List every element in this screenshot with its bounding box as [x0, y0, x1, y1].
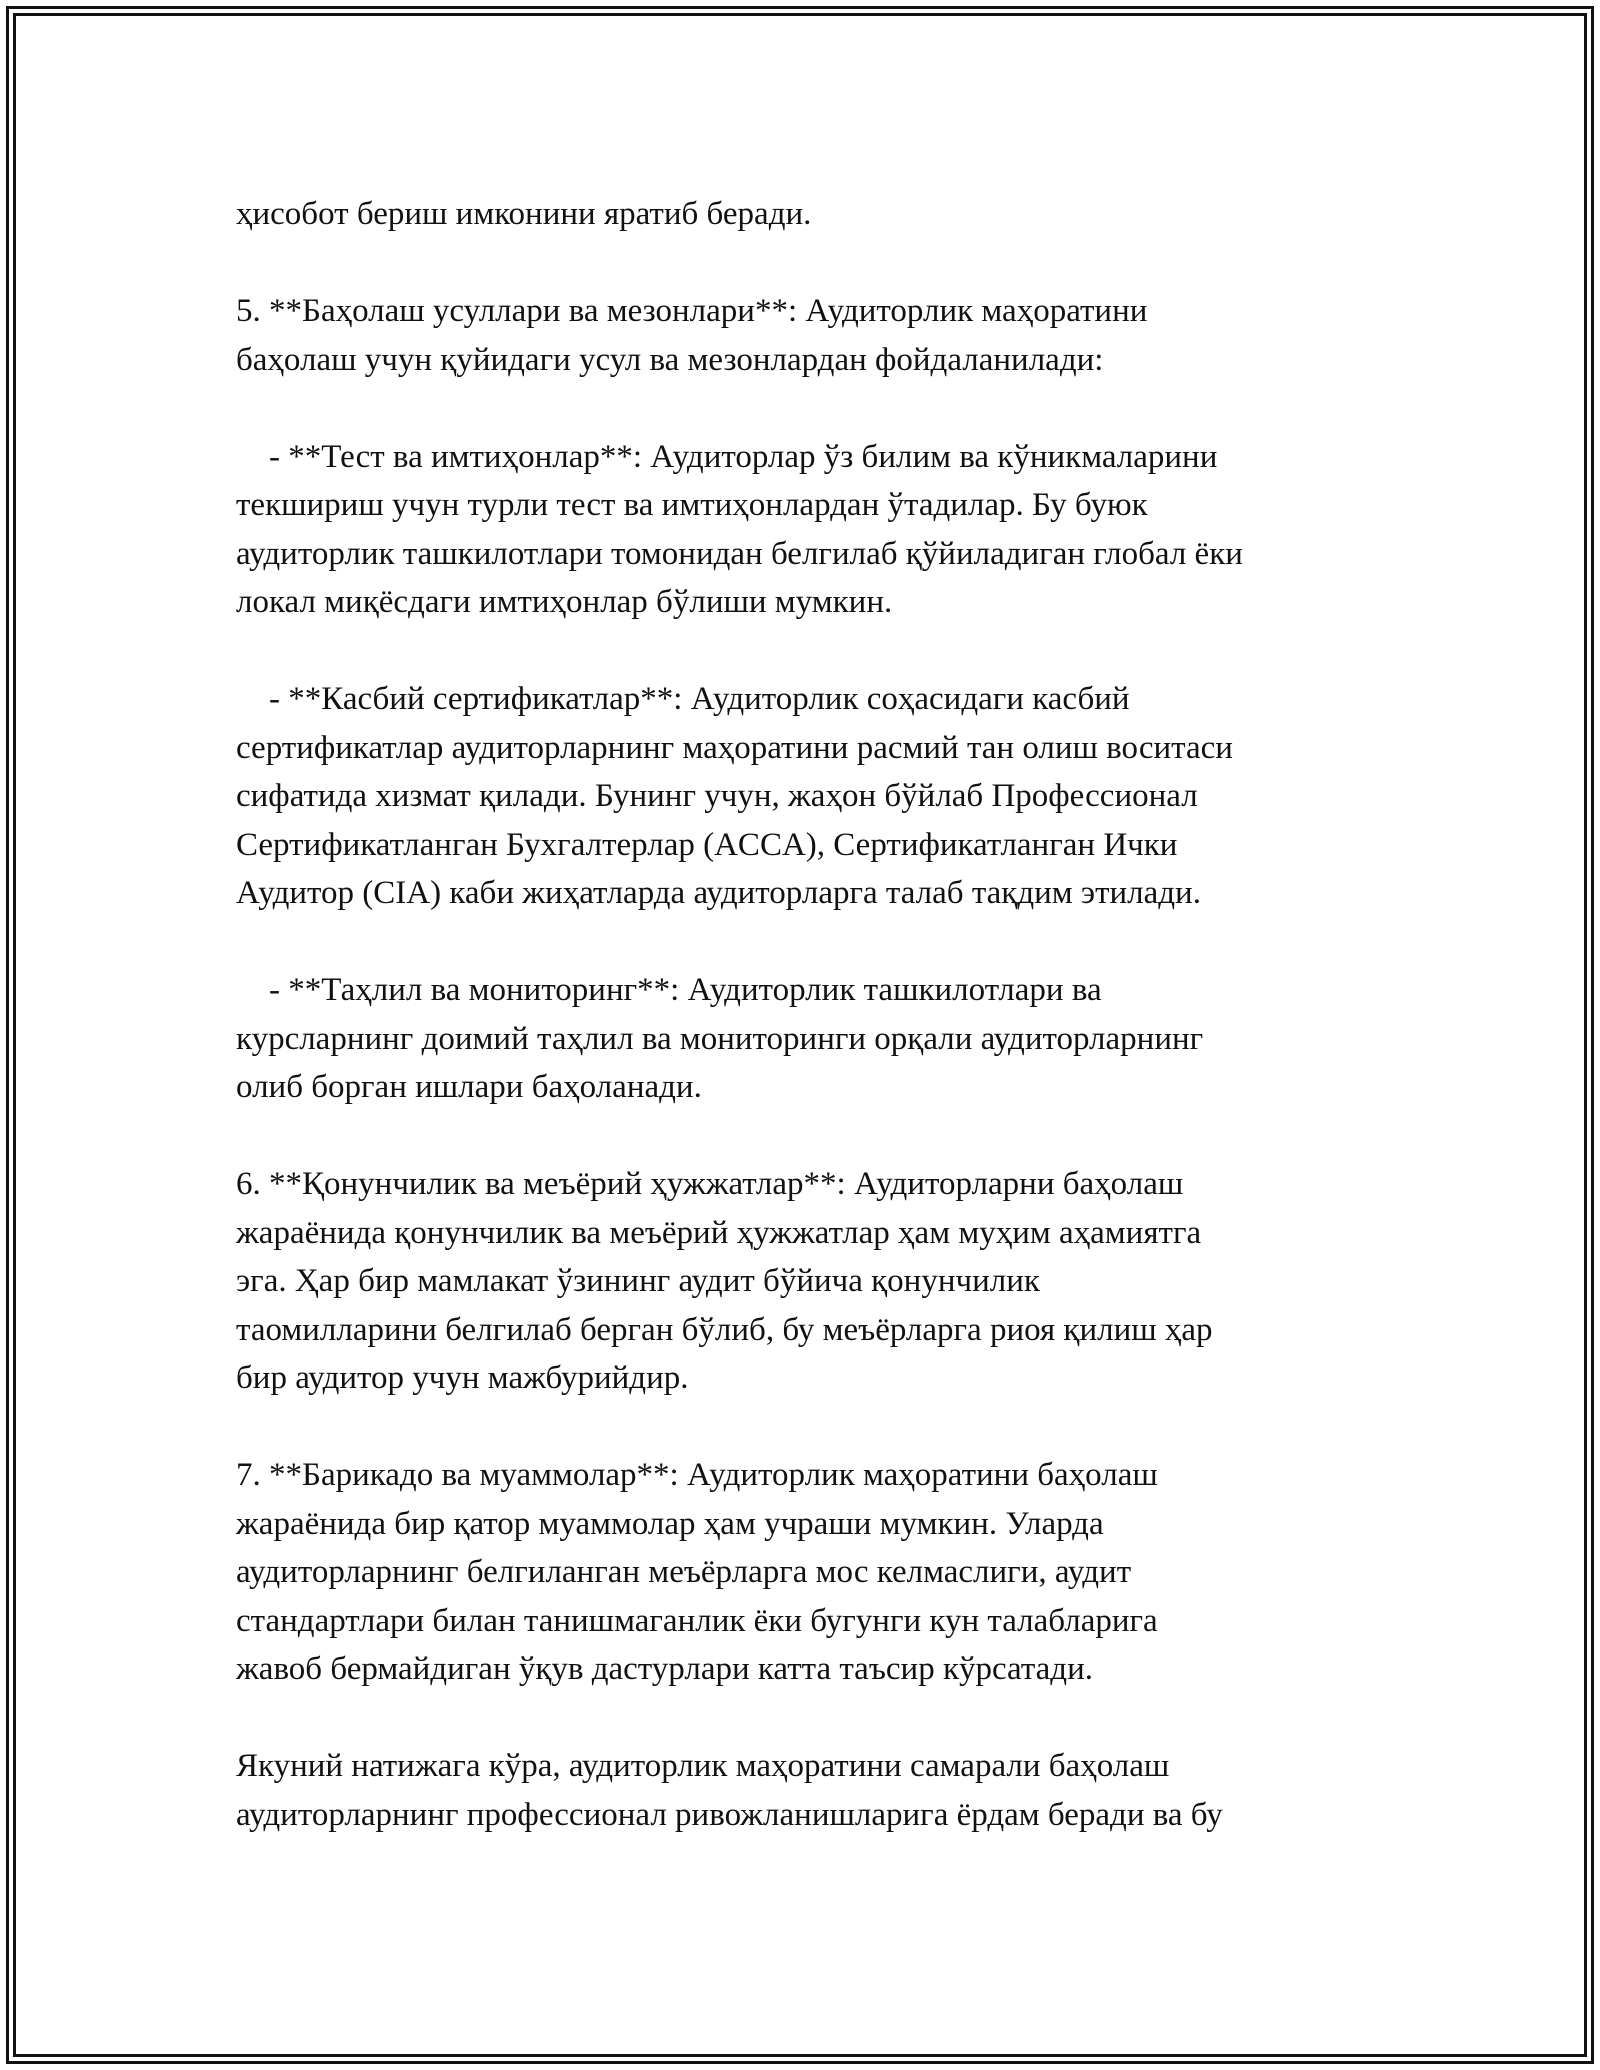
text-line: таомилларини белгилаб берган бўлиб, бу меъёрларга риоя қилиш ҳар	[236, 1311, 1213, 1348]
text-line: Якуний натижага кўра, аудиторлик маҳоратини самарали баҳолаш	[236, 1748, 1170, 1784]
text-line: бир аудитор учун мажбурийдир.	[236, 1360, 689, 1396]
text-line: жараёнида қонунчилик ва меъёрий ҳужжатлар ҳам муҳим аҳамиятга	[236, 1214, 1202, 1251]
text-line: аудиторларнинг профессионал ривожланишларига ёрдам беради ва бу	[236, 1796, 1223, 1833]
text-line: - **Таҳлил ва мониторинг**: Аудиторлик ташкилотлари ва	[236, 972, 1102, 1008]
text-line: эга. Ҳар бир мамлакат ўзининг аудит бўйича қонунчилик	[236, 1263, 1040, 1299]
text-line: баҳолаш учун қуйидаги усул ва мезонлардан фойдаланилади:	[236, 341, 1104, 378]
text-line: жавоб бермайдиган ўқув дастурлари катта таъсир кўрсатади.	[236, 1651, 1093, 1687]
text-line: 6. **Қонунчилик ва меъёрий ҳужжатлар**: Аудиторларни баҳолаш	[236, 1166, 1184, 1202]
text-line: 5. **Баҳолаш усуллари ва мезонлари**: Аудиторлик маҳоратини	[236, 293, 1148, 329]
text-line: локал миқёсдаги имтиҳонлар бўлиши мумкин.	[236, 584, 893, 620]
text-line: - **Тест ва имтиҳонлар**: Аудиторлар ўз билим ва кўникмаларини	[236, 438, 1218, 475]
document-body	[236, 190, 1386, 1839]
blank-line	[236, 1112, 1386, 1161]
blank-line	[236, 239, 1386, 288]
text-line: Аудитор (CIA) каби жиҳатларда аудиторларга талаб тақдим этилади.	[236, 875, 1201, 911]
text-line: жараёнида бир қатор муаммолар ҳам учраши мумкин. Уларда	[236, 1505, 1104, 1542]
text-line: стандартлари билан танишмаганлик ёки бугунги кун талабларига	[236, 1602, 1158, 1639]
blank-line	[236, 1694, 1386, 1743]
text-line: курсларнинг доимий таҳлил ва мониторинги орқали аудиторларнинг	[236, 1020, 1204, 1057]
text-line: текшириш учун турли тест ва имтиҳонлардан ўтадилар. Бу буюк	[236, 487, 1148, 523]
text-line: сертификатлар аудиторларнинг маҳоратини расмий тан олиш воситаси	[236, 729, 1233, 766]
text-line: аудиторлик ташкилотлари томонидан белгилаб қўйиладиган глобал ёки	[236, 535, 1243, 572]
text-line: Сертификатланган Бухгалтерлар (ACCA), Сертификатланган Ички	[236, 826, 1178, 863]
blank-line	[236, 1403, 1386, 1452]
blank-line	[236, 918, 1386, 967]
blank-line	[236, 627, 1386, 676]
text-line: ҳисобот бериш имконини яратиб беради.	[236, 196, 812, 232]
blank-line	[236, 384, 1386, 433]
text-line: аудиторларнинг белгиланган меъёрларга мос келмаслиги, аудит	[236, 1554, 1132, 1590]
text-line: - **Касбий сертификатлар**: Аудиторлик соҳасидаги касбий	[236, 681, 1130, 717]
text-line: 7. **Барикадо ва муаммолар**: Аудиторлик маҳоратини баҳолаш	[236, 1457, 1158, 1493]
text-line: сифатида хизмат қилади. Бунинг учун, жаҳон бўйлаб Профессионал	[236, 778, 1198, 814]
text-line: олиб борган ишлари баҳоланади.	[236, 1069, 702, 1105]
